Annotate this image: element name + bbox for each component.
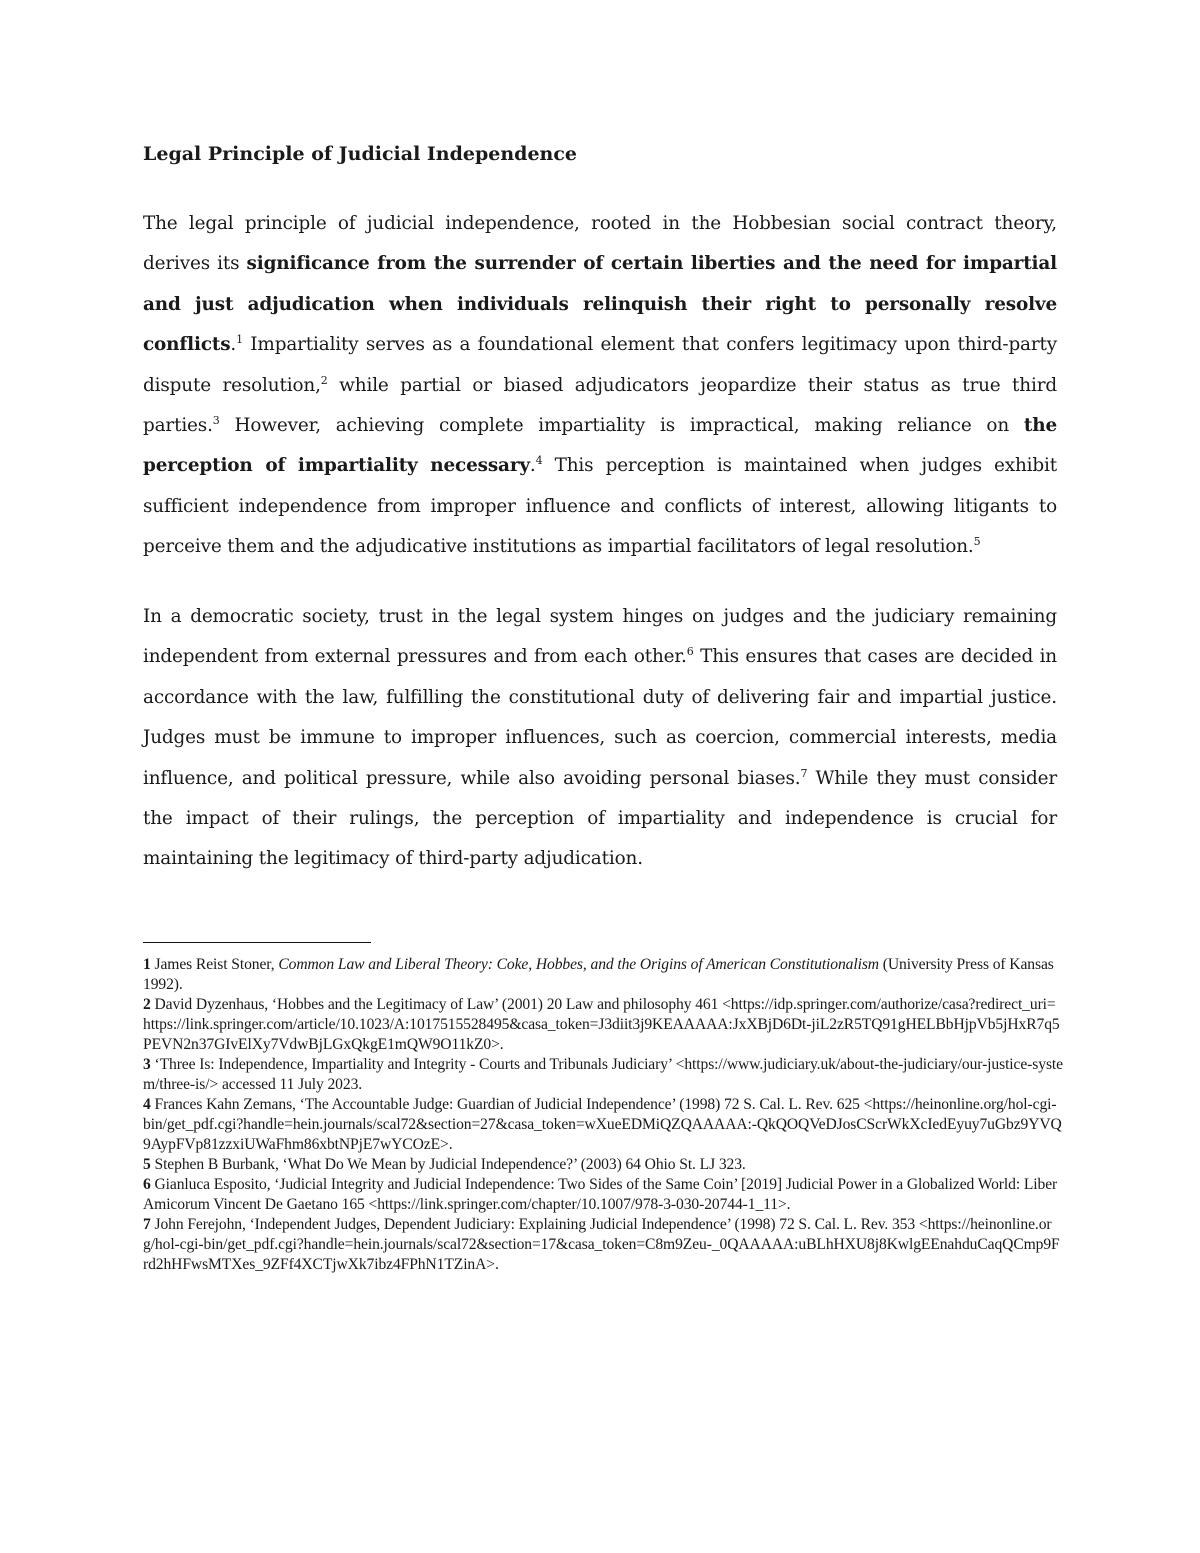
footnote-ref-5[interactable]: 5 bbox=[973, 535, 981, 549]
footnote-5 bbox=[143, 1155, 1063, 1175]
footnote-book-title: Common Law and Liberal Theory: Coke, Hobbes, and the Origins of American Constitutionalism bbox=[278, 956, 879, 973]
footnote-ref-6[interactable]: 6 bbox=[686, 645, 694, 659]
footnote-7 bbox=[143, 1215, 1063, 1275]
paragraph-1-text: Impartiality serves as a foundational element that confers legitimacy upon third-party dispute resolution, bbox=[143, 334, 1057, 396]
footnote-2 bbox=[143, 995, 1063, 1055]
footnote-text[interactable]: David Dyzenhaus, ‘Hobbes and the Legitimacy of Law’ (2001) 20 Law and philosophy 461 <https://idp.springer.com/authorize/casa?redirect_uri=https://link.springer.com/article/10.1023/A:1017515528495&casa_token=J3diit3j9KEAAAAA:JxXBjD6Dt-jiL2zR5TQ91gHELBbHjpVb5jHxR7q5PEVN2n37GIvElXy7VdwBjLGxQkgE1mQW9O11kZ0>. bbox=[143, 996, 1060, 1053]
paragraph-1-text: However, achieving complete impartiality is impractical, making reliance on bbox=[219, 415, 1024, 437]
punctuation: . bbox=[230, 334, 237, 356]
paragraph-2 bbox=[143, 597, 1057, 880]
paragraph-2-text: In a democratic society, trust in the legal system hinges on judges and the judiciary remaining independent from external pressures and from each other. bbox=[143, 606, 1057, 668]
footnote-number: 2 bbox=[143, 996, 151, 1013]
footnote-number: 7 bbox=[143, 1216, 151, 1233]
footnote-ref-3[interactable]: 3 bbox=[212, 413, 220, 427]
footnote-text[interactable]: John Ferejohn, ‘Independent Judges, Dependent Judiciary: Explaining Judicial Independence’ (1998) 72 S. Cal. L. Rev. 353 <https://heinonline.org/hol-cgi-bin/get_pdf.cgi?handle=hein.journals/scal72&section=17&casa_token=C8m9Zeu-_0QAAAAA:uBLhHXU8j8KwlgEEnahduCaqQCmp9Frd2hHFwsMTXes_9ZFf4XCTjwXk7ibz4FPhN1TZinA>. bbox=[143, 1216, 1060, 1273]
paragraph-1-text: The legal principle of judicial independence, rooted in the Hobbesian social contract theory, derives its bbox=[143, 213, 1057, 275]
footnote-text[interactable]: Gianluca Esposito, ‘Judicial Integrity and Judicial Independence: Two Sides of the Same Coin’ [2019] Judicial Power in a Globalized World: Liber Amicorum Vincent De Gaetano 165 <https://link.springer.com/chapter/10.1007/978-3-030-20744-1_11>. bbox=[143, 1176, 1058, 1213]
footnote-3 bbox=[143, 1055, 1063, 1095]
document-title: Legal Principle of Judicial Independence bbox=[143, 143, 578, 165]
footnote-number: 6 bbox=[143, 1176, 151, 1193]
footnote-text[interactable]: Frances Kahn Zemans, ‘The Accountable Judge: Guardian of Judicial Independence’ (1998) 72 S. Cal. L. Rev. 625 <https://heinonline.org/hol-cgi-bin/get_pdf.cgi?handle=hein.journals/scal72&section=27&casa_token=wXueEDMiQZQAAAAA:-QkQOQVeDJosCScrWkXcIedEyuy7uGbz9YVQ9AypFVp81zzxiUWaFhm86xbtNPjE7wYCOzE>. bbox=[143, 1096, 1062, 1153]
footnote-number: 5 bbox=[143, 1156, 151, 1173]
footnote-4 bbox=[143, 1095, 1063, 1155]
footnote-ref-1[interactable]: 1 bbox=[236, 333, 243, 347]
footnotes-section bbox=[143, 955, 1063, 1275]
footnote-6 bbox=[143, 1175, 1063, 1215]
paragraph-1-bold: significance from the surrender of certain liberties and the need for impartial and just adjudication when individuals relinquish their right to personally resolve conflicts bbox=[143, 253, 1057, 356]
footnote-text: James Reist Stoner, bbox=[150, 956, 279, 973]
footnote-text: Stephen B Burbank, ‘What Do We Mean by Judicial Independence?’ (2003) 64 Ohio St. LJ 323. bbox=[150, 1156, 746, 1173]
footnote-number: 4 bbox=[143, 1096, 151, 1113]
footnote-ref-2[interactable]: 2 bbox=[320, 373, 328, 387]
footnote-text[interactable]: ‘Three Is: Independence, Impartiality and Integrity - Courts and Tribunals Judiciary’ <https://www.judiciary.uk/about-the-judiciary/our-justice-system/three-is/> accessed 11 July 2023. bbox=[143, 1056, 1063, 1093]
footnote-text: (University Press of Kansas 1992). bbox=[143, 956, 1054, 993]
paragraph-1-bold: the perception of impartiality necessary bbox=[143, 415, 1057, 477]
footnote-1 bbox=[143, 955, 1063, 995]
punctuation: . bbox=[529, 455, 536, 477]
paragraph-1 bbox=[143, 204, 1057, 568]
footnote-number: 1 bbox=[143, 956, 151, 973]
footnote-separator bbox=[143, 942, 371, 943]
paragraph-2-text: This ensures that cases are decided in accordance with the law, fulfilling the constitutional duty of delivering fair and impartial justice. Judges must be immune to improper influences, such as coercion, commercial interests, media influence, and political pressure, while also avoiding personal biases. bbox=[143, 646, 1058, 789]
footnote-number: 3 bbox=[143, 1056, 151, 1073]
paragraph-1-text: This perception is maintained when judges exhibit sufficient independence from improper influence and conflicts of interest, allowing litigants to perceive them and the adjudicative institutions as impartial facilitators of legal resolution. bbox=[143, 455, 1057, 558]
footnote-ref-4[interactable]: 4 bbox=[535, 454, 543, 468]
paragraph-2-text: While they must consider the impact of their rulings, the perception of impartiality and independence is crucial for maintaining the legitimacy of third-party adjudication. bbox=[143, 767, 1057, 870]
footnote-ref-7[interactable]: 7 bbox=[800, 766, 808, 780]
paragraph-1-text: while partial or biased adjudicators jeopardize their status as true third parties. bbox=[143, 374, 1057, 437]
